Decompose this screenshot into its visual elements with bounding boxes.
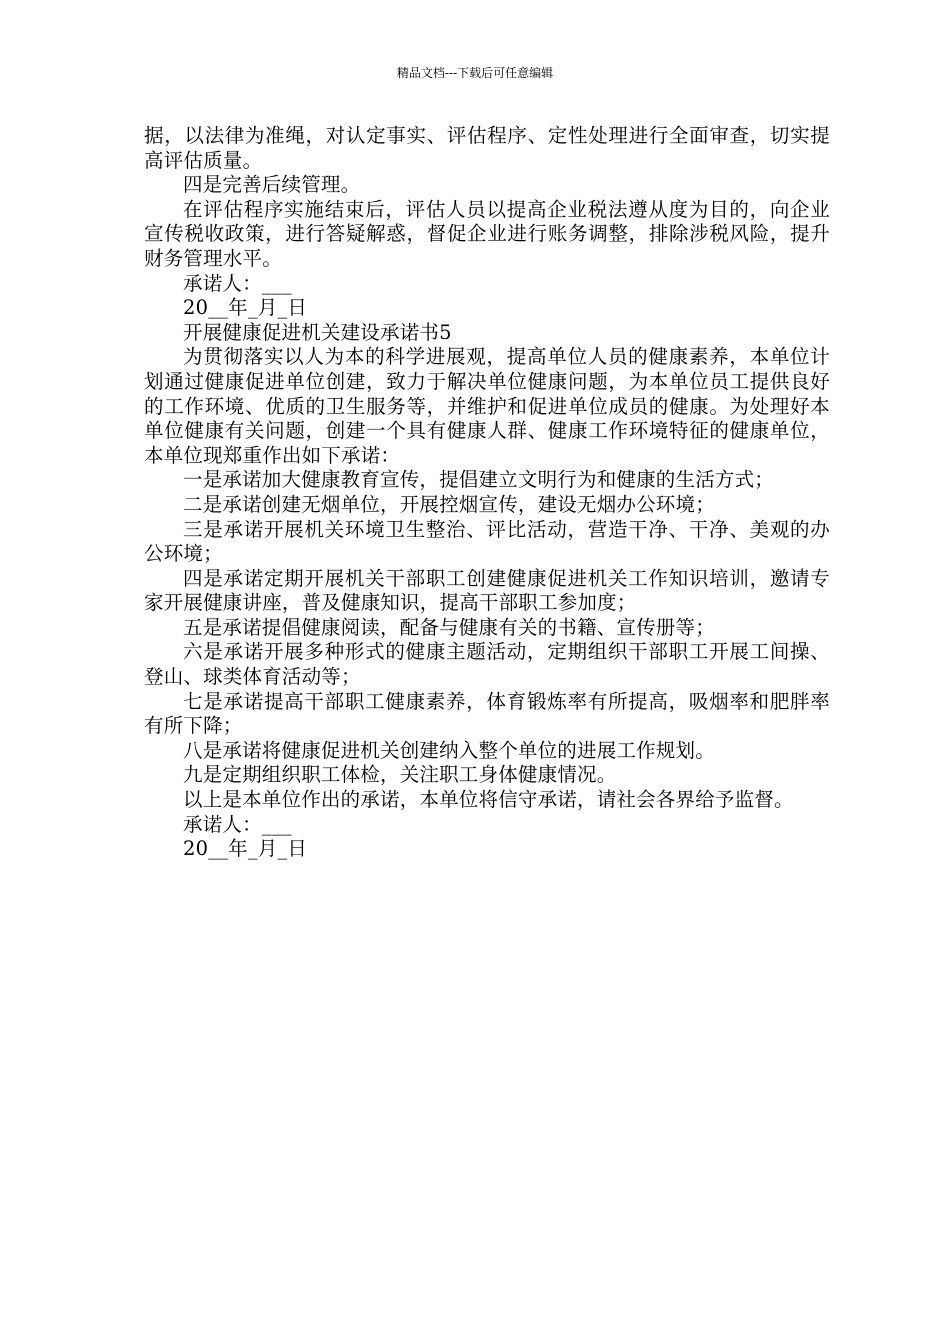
commitment-item: 九是定期组织职工体检，关注职工身体健康情况。 [183, 763, 617, 787]
paragraph-heading-followup: 四是完善后续管理。 [183, 173, 361, 197]
paragraph: 在评估程序实施结束后，评估人员以提高企业税法遵从度为目的，向企业宣传税收政策，进行答疑解惑，督促企业进行账务调整，排除涉税风险，提升财务管理水平。 [144, 197, 830, 270]
commitment-item: 六是承诺开展多种形式的健康主题活动，定期组织干部职工开展工间操、登山、球类体育活动等； [144, 640, 830, 689]
commitment-item: 四是承诺定期开展机关干部职工创建健康促进机关工作知识培训，邀请专家开展健康讲座，普及健康知识，提高干部职工参加度； [144, 566, 830, 615]
paragraph-closing: 以上是本单位作出的承诺，本单位将信守承诺，请社会各界给予监督。 [183, 788, 794, 812]
commitment-item: 三是承诺开展机关环境卫生整治、评比活动，营造干净、干净、美观的办公环境； [144, 517, 830, 566]
commitment-item: 七是承诺提高干部职工健康素养，体育锻炼率有所提高，吸烟率和肥胖率有所下降； [144, 689, 830, 738]
page-header: 精品文档---下载后可任意编辑 [396, 66, 554, 80]
date-line: 20__年_月_日 [183, 296, 308, 320]
commitment-item: 八是承诺将健康促进机关创建纳入整个单位的进展工作规划。 [183, 738, 715, 762]
paragraph: 为贯彻落实以人为本的科学进展观，提高单位人员的健康素养，本单位计划通过健康促进单位创建，致力于解决单位健康问题，为本单位员工提供良好的工作环境、优质的卫生服务等，并维护和促进单位成员的健康。为处理好本单位健康有关问题，创建一个具有健康人群、健康工作环境特征的健康单位，本单位现郑重作出如下承诺： [144, 345, 830, 467]
date-line: 20__年_月_日 [183, 837, 308, 861]
signature-line: 承诺人：___ [183, 271, 292, 295]
commitment-item: 一是承诺加大健康教育宣传，提倡建立文明行为和健康的生活方式； [183, 468, 775, 492]
commitment-item: 五是承诺提倡健康阅读，配备与健康有关的书籍、宣传册等； [183, 615, 715, 639]
document-body [144, 124, 830, 862]
paragraph-continuation: 据，以法律为准绳，对认定事实、评估程序、定性处理进行全面审查，切实提高评估质量。 [144, 124, 830, 172]
signature-line: 承诺人：___ [183, 812, 292, 836]
section-title: 开展健康促进机关建设承诺书5 [183, 320, 452, 344]
commitment-item: 二是承诺创建无烟单位，开展控烟宣传，建设无烟办公环境； [183, 492, 715, 516]
